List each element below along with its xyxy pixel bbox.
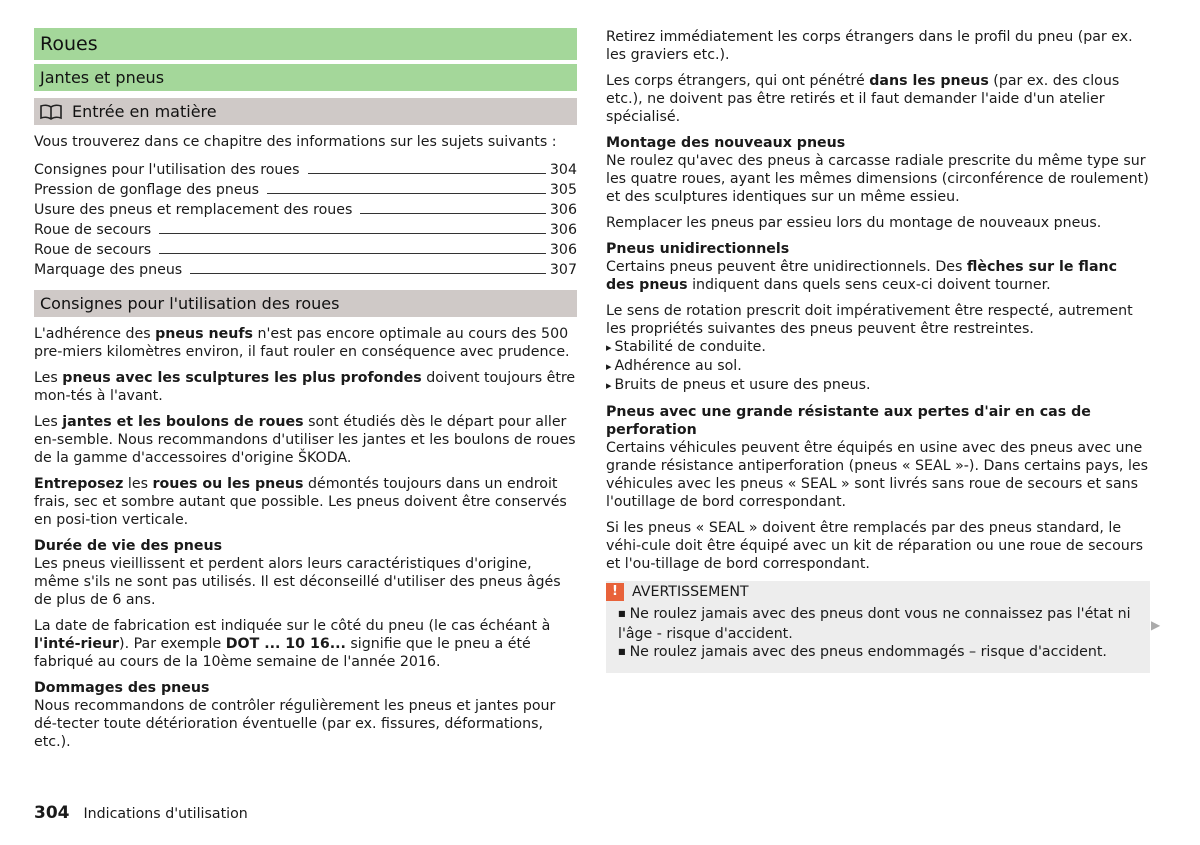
right-column [606,28,1150,673]
warning-title: AVERTISSEMENT [632,584,749,600]
subheading-duree-de-vie: Durée de vie des pneus [34,538,223,554]
subheading-dommages: Dommages des pneus [34,680,210,696]
paragraph-date-fabrication: La date de fabrication est indiquée sur le côté du pneu (le cas échéant à l'inté-rieur). Par exemple DOT ... 10 16... signifie que le pneu a été fabriqué au cours de la 10ème semaine de l'année 2016. [34,618,551,670]
toc-row[interactable] [34,199,577,219]
chapter-title: Roues [34,28,577,60]
consignes-heading [34,290,577,317]
left-column [34,28,577,759]
paragraph-sens-rotation: Le sens de rotation prescrit doit impérativement être respecté, autrement les propriétés suivantes des pneus peuvent être restreintes. [606,303,1133,337]
subheading-seal: Pneus avec une grande résistante aux pertes d'air en cas de perforation [606,404,1091,438]
toc-row[interactable] [34,179,577,199]
toc-page-number: 305 [549,182,577,198]
intro-heading-label: Entrée en matière [72,102,217,121]
page-footer [34,804,248,823]
list-item: ▸ Stabilité de conduite. [606,338,1150,357]
toc-label: Usure des pneus et remplacement des roues [34,202,353,218]
list-item: ▸ Bruits de pneus et usure des pneus. [606,376,1150,395]
warning-list [606,605,1150,663]
paragraph-sculptures: Les pneus avec les sculptures les plus profondes doivent toujours être mon-tés à l'avant. [34,370,576,404]
list-item: ▸ Adhérence au sol. [606,357,1150,376]
footer-section-title: Indications d'utilisation [83,806,248,822]
intro-heading [34,98,577,125]
paragraph-dans-les-pneus: Les corps étrangers, qui ont pénétré dans les pneus (par ex. des clous etc.), ne doivent pas être retirés et il faut demander l'aide d'un atelier spécialisé. [606,73,1120,125]
toc-label: Marquage des pneus [34,262,183,278]
bullet-list [606,338,1150,395]
paragraph-seal-remplacement: Si les pneus « SEAL » doivent être remplacés par des pneus standard, le véhi-cule doit être équipé avec un kit de réparation ou une roue de secours et l'ou-tillage de bord correspondant. [606,520,1143,572]
toc-row[interactable] [34,159,577,179]
toc-page-number: 306 [549,242,577,258]
warning-header [606,583,1150,601]
toc-page-number: 304 [549,162,577,178]
paragraph-unidirectionnels: Pneus unidirectionnels Certains pneus peuvent être unidirectionnels. Des flèches sur le flanc des pneus indiquent dans quels sens ceux-ci doivent tourner. [606,240,1150,294]
paragraph-remplacer: Remplacer les pneus par essieu lors du montage de nouveaux pneus. [606,215,1102,231]
toc-row[interactable] [34,219,577,239]
toc-label: Roue de secours [34,222,152,238]
paragraph-entreposez: Entreposez les roues ou les pneus démontés toujours dans un endroit frais, sec et sombre autant que possible. Les pneus doivent être conservés en posi-tion verticale. [34,476,567,528]
table-of-contents [34,159,577,279]
toc-row[interactable] [34,259,577,279]
toc-page-number: 306 [549,202,577,218]
book-icon [40,104,62,120]
paragraph-montage: Montage des nouveaux pneus Ne roulez qu'avec des pneus à carcasse radiale prescrite du même type sur les quatre roues, ayant les mêmes dimensions (circonférence de roulement) et des sculptures identiques sur un même essieu. [606,135,1149,205]
toc-label: Roue de secours [34,242,152,258]
toc-leader [308,173,546,174]
toc-leader [360,213,546,214]
subheading-montage: Montage des nouveaux pneus [606,135,846,151]
paragraph-seal: Pneus avec une grande résistante aux pertes d'air en cas de perforation Certains véhicules peuvent être équipés en usine avec des pneus avec une grande résistance antiperforation (pneus « SEAL »-). Dans certains pays, les véhicules avec les pneus « SEAL » sont livrés sans roue de secours et sans l'outillage de bord correspondant. [606,404,1148,510]
continue-arrow-icon: ▶ [1151,618,1161,632]
warning-item: ■ Ne roulez jamais avec des pneus endommagés – risque d'accident. [618,643,1150,663]
toc-page-number: 307 [549,262,577,278]
toc-leader [159,233,546,234]
toc-row[interactable] [34,239,577,259]
toc-label: Pression de gonflage des pneus [34,182,260,198]
warning-icon: ! [606,583,624,601]
warning-box [606,581,1150,673]
section-title: Jantes et pneus [34,64,577,91]
toc-leader [190,273,546,274]
toc-leader [267,193,546,194]
intro-text: Vous trouverez dans ce chapitre des informations sur les sujets suivants : [34,134,557,150]
paragraph-duree-de-vie: Durée de vie des pneus Les pneus vieillissent et perdent alors leurs caractéristiques d'origine, même s'ils ne sont pas utilisés. Il est déconseillé d'utiliser des pneus âgés de plus de 6 ans. [34,537,577,609]
toc-page-number: 306 [549,222,577,238]
subheading-unidirectionnels: Pneus unidirectionnels [606,241,790,257]
paragraph-corps-etrangers: Retirez immédiatement les corps étrangers dans le profil du pneu (par ex. les graviers etc.). [606,29,1133,63]
page-number: 304 [34,803,70,823]
warning-item: ■ Ne roulez jamais avec des pneus dont vous ne connaissez pas l'état ni l'âge - risque d'accident. [618,605,1150,643]
paragraph-pneus-neufs: L'adhérence des pneus neufs n'est pas encore optimale au cours des 500 pre-miers kilomètres environ, il faut rouler en conséquence avec prudence. [34,326,570,360]
toc-label: Consignes pour l'utilisation des roues [34,162,300,178]
paragraph-dommages: Dommages des pneus Nous recommandons de contrôler régulièrement les pneus et jantes pour dé-tecter toute détérioration éventuelle (par ex. fissures, déformations, etc.). [34,679,577,751]
consignes-heading-label: Consignes pour l'utilisation des roues [40,294,340,313]
paragraph-jantes: Les jantes et les boulons de roues sont étudiés dès le départ pour aller en-semble. Nous recommandons d'utiliser les jantes et les boulons de roues de la gamme d'accessoires d'origine ŠKODA. [34,414,576,466]
toc-leader [159,253,546,254]
